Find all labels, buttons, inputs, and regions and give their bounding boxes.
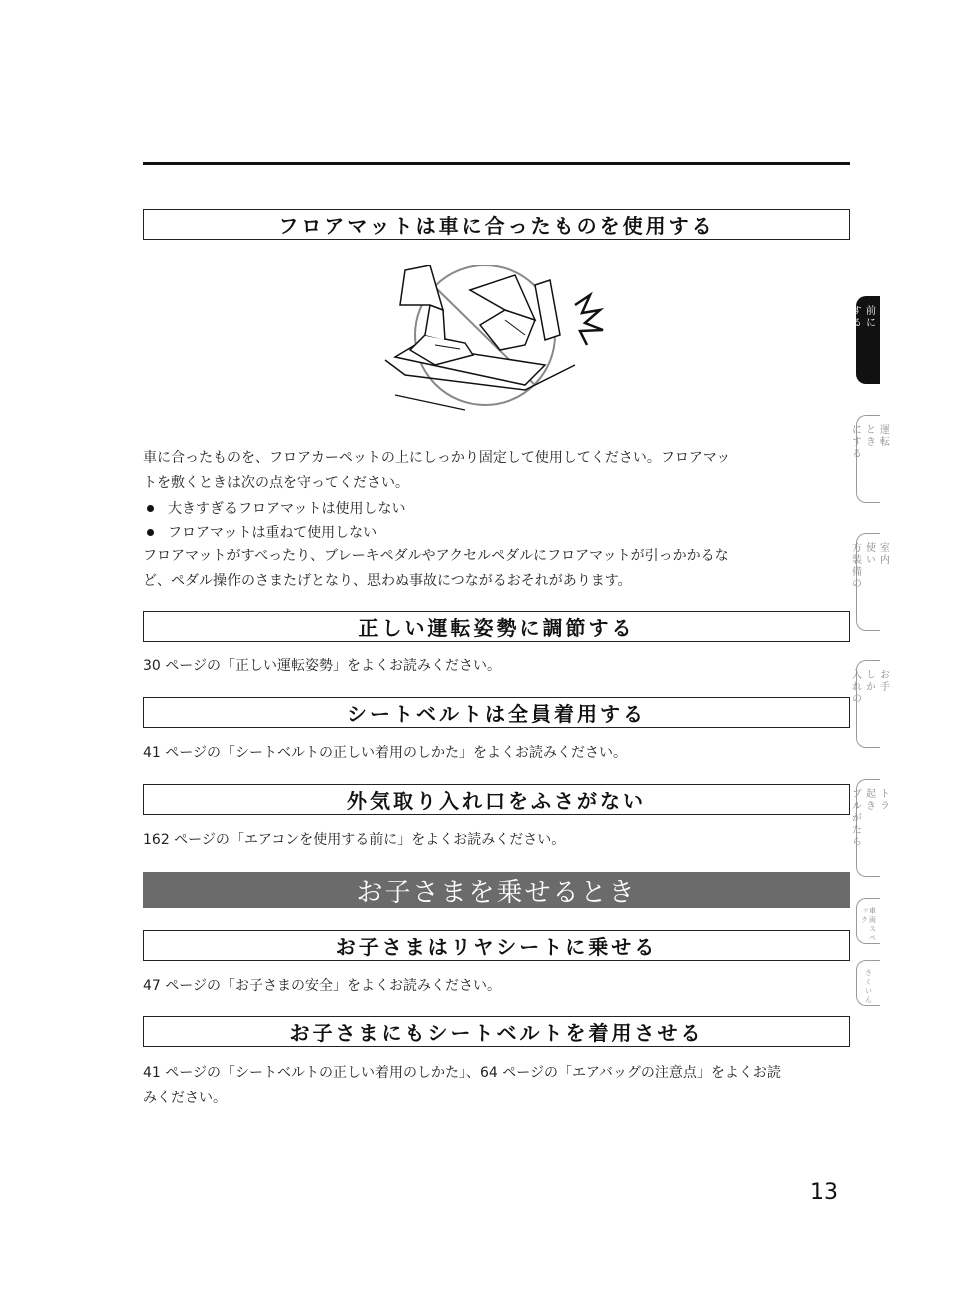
child-belt-line2: みください。 [143,1090,227,1106]
floor-mat-para2-line2: ど、ペダル操作のさまたげとなり、思わぬ事故につながるおそれがあります。 [143,573,632,589]
side-tab-maintenance[interactable]: お手 しか 入れの [856,660,880,748]
heading-floor-mat: フロアマットは車に合ったものを使用する [143,209,850,240]
seatbelt-text: 41 ページの「シートベルトの正しい着用のしかた」をよくお読みください。 [143,745,627,761]
side-tab-index[interactable]: さくいん [856,960,880,1006]
air-intake-text: 162 ページの「エアコンを使用する前に」をよくお読みください。 [143,832,566,848]
heading-air-intake: 外気取り入れ口をふさがない [143,784,850,815]
side-tab-before-driving[interactable]: 運転 前に する [856,296,880,384]
list-item: フロアマットは重ねて使用しない [143,521,377,545]
child-rear-text: 47 ページの「お子さまの安全」をよくお読みください。 [143,978,501,994]
side-tab-interior[interactable]: 室内 使い 方装備の [856,533,880,631]
bullet-dot-icon [147,529,154,536]
floor-mat-para1-line2: トを敷くときは次の点を守ってください。 [143,475,409,491]
child-belt-line1: 41 ページの「シートベルトの正しい着用のしかた」、64 ページの「エアバッグの注意点」をよくお読 [143,1065,781,1081]
top-rule [143,162,850,165]
heading-child-rear: お子さまはリヤシートに乗せる [143,930,850,961]
heading-child-belt: お子さまにもシートベルトを着用させる [143,1016,850,1047]
heading-posture: 正しい運転姿勢に調節する [143,611,850,642]
side-tab-specs[interactable]: 車両スペック [856,898,880,944]
side-tab-while-driving[interactable]: 運転 とき にする [856,415,880,503]
posture-text: 30 ページの「正しい運転姿勢」をよくお読みください。 [143,658,501,674]
floor-mat-para1-line1: 車に合ったものを、フロアカーペットの上にしっかり固定して使用してください。フロアマッ [143,450,731,466]
page-number: 13 [810,1180,838,1205]
section-title-band: お子さまを乗せるとき [143,872,850,908]
bullet-dot-icon [147,505,154,512]
heading-seatbelt: シートベルトは全員着用する [143,697,850,728]
list-item: 大きすぎるフロアマットは使用しない [143,497,405,521]
floor-mat-pedal-prohibited-icon [375,265,615,415]
side-tab-trouble[interactable]: トラ 起き ブルがたら [856,779,880,877]
floor-mat-para2-line1: フロアマットがすべったり、ブレーキペダルやアクセルペダルにフロアマットが引っかかるな [143,548,729,564]
